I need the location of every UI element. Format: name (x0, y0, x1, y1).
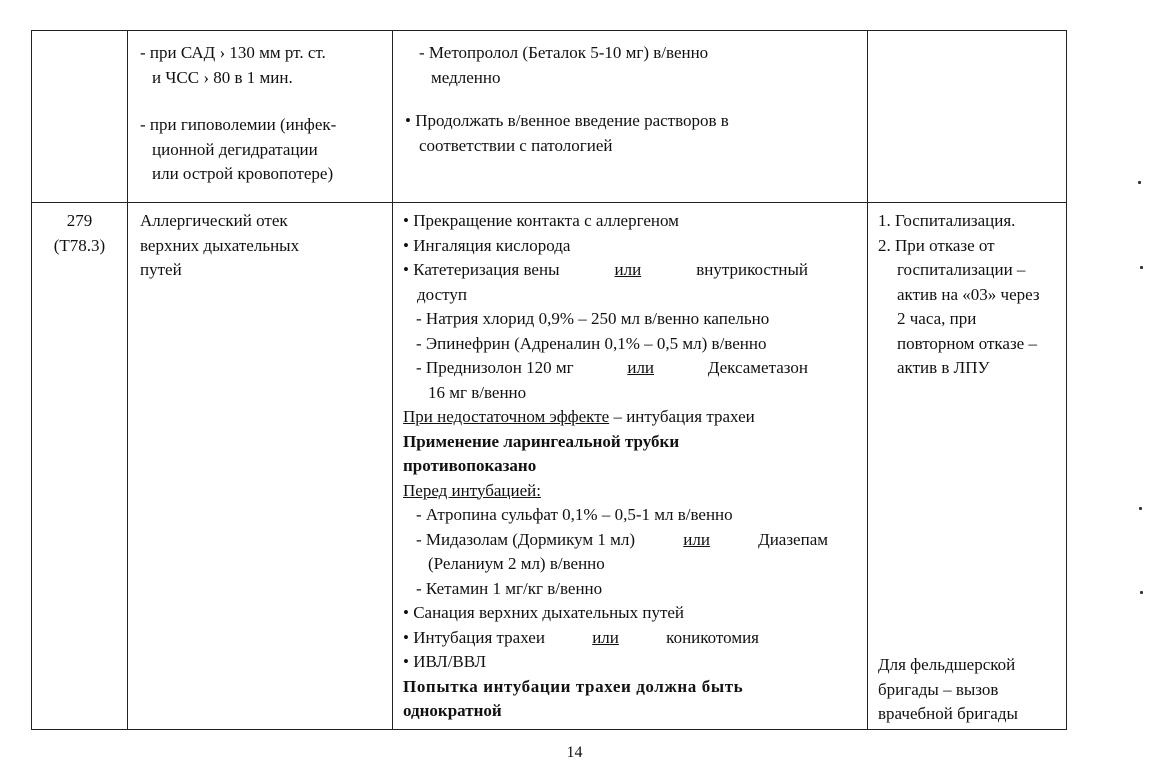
text-fragment: Дексаметазон (707, 358, 808, 377)
text-fragment: внутрикостный (696, 260, 808, 279)
text-line: госпитализации – (897, 260, 1026, 279)
metoprolol-item (419, 41, 863, 90)
final-warning: Попытка интубации трахеи должна быть (403, 676, 744, 696)
text-fragment: - Преднизолон 120 мг (416, 358, 574, 377)
treatment-cell (393, 31, 868, 203)
bullet-item (403, 258, 863, 307)
text-line: 2 часа, при (897, 309, 977, 328)
or-word: или (627, 358, 655, 377)
text-line: (Реланиум 2 мл) в/венно (428, 554, 605, 573)
condition-sad (140, 41, 388, 90)
condition-hypovolemia (140, 113, 388, 187)
hospitalization-item: 1. Госпитализация. (878, 211, 1016, 230)
table-row (32, 203, 1067, 730)
bullet-item: • Ингаляция кислорода (403, 235, 571, 255)
sub-item: - Натрия хлорид 0,9% – 250 мл в/венно капельно (416, 309, 770, 328)
code-cell (32, 203, 128, 730)
text-fragment: – интубация трахеи (609, 407, 755, 426)
scan-speck (1138, 181, 1141, 184)
notes-cell (868, 203, 1067, 730)
icd-code: (T78.3) (53, 235, 106, 255)
text-fragment: Диазепам (758, 529, 828, 549)
condition-cell (128, 31, 393, 203)
protocol-table (31, 30, 1067, 730)
text-line: повторном отказе – (897, 333, 1037, 353)
text-line: - Метопролол (Беталок 5-10 мг) в/венно (419, 43, 709, 62)
infusion-item (405, 109, 863, 158)
text-fragment: - Мидазолам (Дормикум 1 мл) (416, 529, 636, 549)
text-line: Для фельдшерской (878, 655, 1016, 674)
text-line: ционной дегидратации (152, 139, 318, 159)
text-line: - при САД › 130 мм рт. ст. (140, 43, 326, 62)
text-line: • Продолжать в/венное введение растворов в (405, 111, 729, 130)
or-word: или (683, 529, 710, 549)
sub-item: - Эпинефрин (Адреналин 0,1% – 0,5 мл) в/венно (416, 333, 767, 353)
protocol-code: 279 (66, 211, 93, 230)
text-line: бригады – вызов (878, 679, 999, 699)
text-fragment: коникотомия (666, 627, 759, 647)
sub-item: - Атропина сульфат 0,1% – 0,5-1 мл в/венно (416, 505, 733, 524)
bullet-item: • Прекращение контакта с аллергеном (403, 211, 679, 230)
text-fragment: • Интубация трахеи (403, 627, 545, 647)
code-cell-empty (32, 31, 128, 203)
text-line: актив в ЛПУ (897, 358, 990, 377)
text-line: - при гиповолемии (инфек- (140, 115, 337, 134)
scan-speck (1139, 507, 1142, 510)
scan-speck (1140, 266, 1143, 269)
diagnosis-line: Аллергический отек (140, 211, 288, 230)
treatment-cell (393, 203, 868, 730)
table-row (32, 31, 1067, 203)
text-line: врачебной бригады (878, 704, 1018, 723)
bullet-item: • ИВЛ/ВВЛ (403, 652, 486, 671)
diagnosis-line: верхних дыхательных (140, 235, 300, 255)
diagnosis-line: путей (140, 260, 182, 279)
text-fragment: При недостаточном эффекте (403, 407, 610, 426)
refusal-item (878, 234, 1062, 381)
text-line: актив на «03» через (897, 284, 1040, 304)
diagnosis-cell (128, 203, 393, 730)
bullet-item: • Санация верхних дыхательных путей (403, 603, 685, 622)
text-line: доступ (417, 284, 467, 304)
or-word: или (614, 260, 642, 279)
text-line: и ЧСС › 80 в 1 мин. (152, 67, 293, 87)
or-word: или (592, 627, 619, 647)
text-fragment: • Катетеризация вены (403, 260, 560, 279)
text-line: соответствии с патологией (419, 135, 613, 155)
sub-item (403, 528, 863, 577)
paramedic-note (878, 653, 1018, 727)
warning-line: Применение ларингеальной трубки (403, 431, 680, 451)
before-intubation-heading: Перед интубацией: (403, 480, 541, 500)
text-line: или острой кровопотере) (152, 164, 334, 183)
sub-item (403, 356, 863, 405)
page-number: 14 (566, 744, 583, 761)
text-line: 16 мг в/венно (428, 382, 527, 402)
text-line: 2. При отказе от (878, 235, 995, 255)
insufficient-effect (403, 405, 863, 430)
final-warning: однократной (403, 701, 502, 720)
scan-speck (1140, 591, 1143, 594)
text-line: медленно (431, 67, 501, 87)
notes-cell-empty (868, 31, 1067, 203)
sub-item: - Кетамин 1 мг/кг в/венно (416, 578, 603, 598)
bullet-item (403, 626, 863, 651)
warning-line: противопоказано (403, 456, 537, 475)
